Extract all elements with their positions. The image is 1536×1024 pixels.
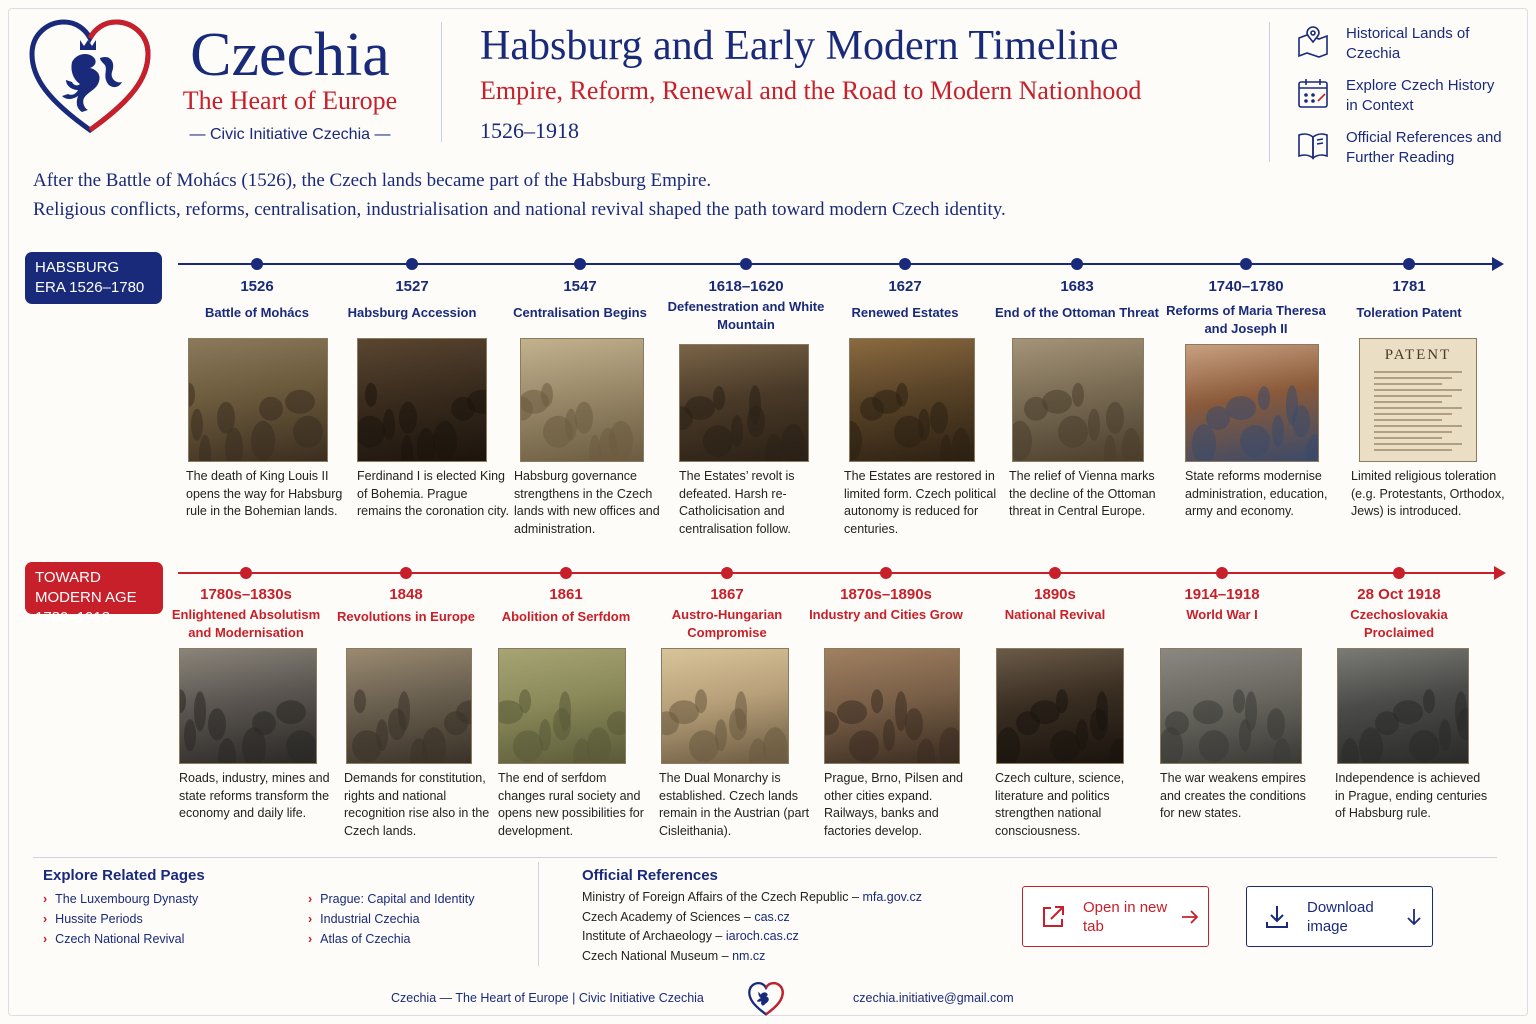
timeline-dot (560, 567, 572, 579)
event-description: Roads, industry, mines and state reforms transform the economy and daily life. (179, 771, 330, 821)
event-header (992, 278, 1162, 298)
event-description: The Estates’ revolt is defeated. Harsh re-Catholicisation and centralisation follow. (679, 469, 795, 536)
chevron-right-icon: › (308, 912, 313, 926)
event-image (1359, 338, 1477, 462)
timeline-axis-top (178, 263, 1494, 265)
event-year: 1527 (395, 278, 429, 295)
event-image (179, 648, 317, 764)
event-description: The death of King Louis II opens the way for Habsburg rule in the Bohemian lands. (186, 469, 343, 519)
event-year: 1914–1918 (1184, 586, 1260, 603)
event-description: The war weakens empires and creates the conditions for new states. (1160, 771, 1306, 821)
reference-item: Ministry of Foreign Affairs of the Czech Republic – mfa.gov.cz (582, 890, 922, 904)
timeline-dot (240, 567, 252, 579)
chevron-right-icon: › (43, 912, 48, 926)
event-image (520, 338, 644, 462)
event-image (679, 344, 809, 462)
event-image (1160, 648, 1302, 764)
map-pin-icon (1296, 24, 1330, 58)
brand-org: — Civic Initiative Czechia — (189, 126, 391, 143)
event-title: World War I (1186, 607, 1258, 622)
related-link[interactable]: › Atlas of Czechia (308, 932, 411, 946)
event-image (1185, 344, 1319, 462)
event-description: Prague, Brno, Pilsen and other cities expand. Railways, banks and factories develop. (824, 771, 963, 838)
event-image (346, 648, 472, 764)
event-header (1314, 586, 1484, 606)
event-image (1337, 648, 1469, 764)
timeline-arrow-top (1492, 257, 1504, 271)
page-subtitle: Empire, Reform, Renewal and the Road to Modern Nationhood (480, 76, 1142, 105)
event-year: 28 Oct 1918 (1357, 586, 1441, 603)
event-header (495, 278, 665, 298)
related-link[interactable]: › The Luxembourg Dynasty (43, 892, 199, 906)
footer-vertical-divider (538, 862, 539, 966)
reference-link[interactable]: mfa.gov.cz (862, 890, 922, 904)
timeline-dot (406, 258, 418, 270)
era-badge-habsburg: HABSBURG ERA 1526–1780 (25, 252, 162, 304)
event-header (481, 586, 651, 606)
event-year: 1861 (549, 586, 583, 603)
timeline-dot (1071, 258, 1083, 270)
footer-brand: Czechia — The Heart of Europe | Civic Initiative Czechia (391, 991, 704, 1005)
related-list-1 (43, 889, 198, 949)
event-image (188, 338, 328, 462)
timeline-dot (400, 567, 412, 579)
intro-text (33, 166, 1233, 224)
page-title: Habsburg and Early Modern Timeline (480, 23, 1119, 69)
event-title: End of the Ottoman Threat (995, 305, 1159, 320)
event-year: 1740–1780 (1208, 278, 1284, 295)
event-image (849, 338, 975, 462)
event-year: 1547 (563, 278, 597, 295)
timeline-dot (721, 567, 733, 579)
event-image (357, 338, 487, 462)
quick-link-label: Official References and Further Reading (1346, 129, 1502, 166)
event-year: 1683 (1060, 278, 1094, 295)
patent-image-text: PATENT (1384, 347, 1452, 363)
event-image (1012, 338, 1144, 462)
download-image-button[interactable] (1246, 886, 1433, 947)
event-description: Demands for constitution, rights and national recognition rise also in the Czech lands. (344, 771, 490, 838)
related-link[interactable]: › Hussite Periods (43, 912, 143, 926)
event-header (327, 278, 497, 298)
event-title: Austro-Hungarian Compromise (671, 607, 783, 640)
event-title: Defenestration and White Mountain (667, 299, 825, 332)
event-year: 1870s–1890s (840, 586, 932, 603)
calendar-icon (1296, 76, 1330, 110)
event-title: Reforms of Maria Theresa and Joseph II (1166, 303, 1326, 336)
reference-link[interactable]: nm.cz (732, 948, 766, 963)
event-title: Habsburg Accession (347, 305, 477, 320)
timeline-dot (251, 258, 263, 270)
footer-divider (33, 857, 1497, 858)
event-description: State reforms modernise administration, education, army and economy. (1185, 469, 1328, 519)
event-year: 1781 (1392, 278, 1426, 295)
timeline-dot (880, 567, 892, 579)
event-description: The relief of Vienna marks the decline of the Ottoman threat in Central Europe. (1009, 469, 1156, 519)
event-header (172, 278, 342, 298)
brand-block (170, 22, 410, 144)
event-header (1137, 586, 1307, 606)
timeline-dot (1049, 567, 1061, 579)
event-description: Independence is achieved in Prague, ending centuries of Habsburg rule. (1335, 771, 1488, 821)
event-title: Centralisation Begins (513, 305, 647, 320)
event-image (661, 648, 789, 764)
event-title: Abolition of Serfdom (501, 609, 631, 624)
quick-link-label: Historical Lands of Czechia (1346, 25, 1470, 62)
open-new-tab-button[interactable] (1022, 886, 1209, 947)
event-title: Enlightened Absolutism and Modernisation (171, 607, 321, 640)
related-link[interactable]: › Czech National Revival (43, 932, 185, 946)
event-header (661, 278, 831, 298)
download-image-label: Download image (1307, 898, 1374, 935)
references-heading: Official References (582, 867, 718, 884)
reference-link[interactable]: cas.cz (754, 909, 790, 924)
event-year: 1848 (389, 586, 423, 603)
event-image (996, 648, 1124, 764)
event-year: 1890s (1034, 586, 1076, 603)
event-title: Industry and Cities Grow (809, 607, 963, 622)
page-years: 1526–1918 (480, 118, 579, 143)
arrow-right-icon (1181, 910, 1199, 924)
event-description: Habsburg governance strengthens in the Czech lands with new offices and administration. (514, 469, 660, 536)
quick-links (1296, 24, 1516, 180)
timeline-dot (1393, 567, 1405, 579)
event-header (321, 586, 491, 606)
related-heading: Explore Related Pages (43, 867, 205, 884)
timeline-dot (1240, 258, 1252, 270)
event-header (642, 586, 812, 606)
event-year: 1867 (710, 586, 744, 603)
footer-heart-logo (748, 982, 784, 1016)
czechia-heart-logo (28, 18, 152, 136)
quick-link-label: Explore Czech History in Context (1346, 77, 1495, 114)
book-icon (1296, 128, 1330, 162)
event-title: Battle of Mohács (204, 305, 309, 320)
download-icon (1263, 903, 1291, 931)
chevron-right-icon: › (308, 932, 313, 946)
footer-email-link[interactable]: czechia.initiative@gmail.com (853, 991, 1014, 1005)
reference-item: Czech Academy of Sciences – cas.cz (582, 909, 790, 924)
chevron-right-icon: › (43, 932, 48, 946)
event-description: The Dual Monarchy is established. Czech lands remain in the Austrian (part Cisleithania). (659, 771, 810, 838)
chevron-right-icon: › (308, 892, 313, 906)
era-badge-modern: TOWARD MODERN AGE 1780–1918 (25, 562, 163, 614)
timeline-dot (899, 258, 911, 270)
reference-item: Czech National Museum – nm.cz (582, 948, 766, 963)
references-list (582, 888, 922, 966)
open-new-tab-label: Open in new tab (1083, 898, 1168, 935)
chevron-right-icon: › (43, 892, 48, 906)
event-year: 1618–1620 (708, 278, 784, 295)
event-header (1324, 278, 1494, 298)
reference-item: Institute of Archaeology – iaroch.cas.cz (582, 929, 799, 943)
timeline-dot (740, 258, 752, 270)
event-title: National Revival (1004, 607, 1106, 622)
timeline-axis-bottom (178, 572, 1496, 574)
event-description: Czech culture, science, literature and politics strengthen national consciousness. (995, 771, 1125, 838)
event-header (801, 586, 971, 606)
quick-link-references[interactable] (1296, 128, 1516, 180)
event-title: Renewed Estates (851, 305, 959, 320)
event-year: 1627 (888, 278, 922, 295)
related-link[interactable]: › Prague: Capital and Identity (308, 892, 475, 906)
event-header (820, 278, 990, 298)
event-image (824, 648, 960, 764)
quicklinks-divider (1269, 22, 1270, 162)
external-link-icon (1039, 903, 1067, 931)
event-description: The Estates are restored in limited form. Czech political autonomy is reduced for centuries. (844, 469, 997, 536)
event-title: Toleration Patent (1356, 305, 1462, 320)
event-year: 1526 (240, 278, 274, 295)
intro-line-1: After the Battle of Mohács (1526), the Czech lands became part of the Habsburg Empire. (33, 170, 712, 191)
event-header (970, 586, 1140, 606)
timeline-dot (574, 258, 586, 270)
timeline-arrow-bottom (1494, 566, 1506, 580)
event-description: The end of serfdom changes rural society and opens new possibilities for development. (498, 771, 644, 838)
brand-tagline: The Heart of Europe (182, 86, 398, 115)
intro-line-2: Religious conflicts, reforms, centralisation, industrialisation and national revival shaped the path toward modern Czech identity. (33, 199, 1006, 220)
event-header (1161, 278, 1331, 298)
event-image (498, 648, 626, 764)
event-title: Revolutions in Europe (337, 609, 475, 624)
reference-link[interactable]: iaroch.cas.cz (725, 929, 799, 943)
event-year: 1780s–1830s (200, 586, 292, 603)
timeline-dot (1403, 258, 1415, 270)
quick-link-explore-history[interactable] (1296, 76, 1516, 128)
timeline-dot (1216, 567, 1228, 579)
header-divider (441, 22, 442, 142)
related-list-2 (308, 889, 474, 949)
brand-name: Czechia (190, 21, 390, 89)
event-header (161, 586, 331, 606)
event-title: Czechoslovakia Proclaimed (1350, 607, 1448, 640)
arrow-down-icon (1407, 908, 1421, 926)
event-description: Limited religious toleration (e.g. Protestants, Orthodox, Jews) is introduced. (1351, 469, 1505, 519)
event-description: Ferdinand I is elected King of Bohemia. Prague remains the coronation city. (357, 469, 509, 519)
quick-link-historical-lands[interactable] (1296, 24, 1516, 76)
related-link[interactable]: › Industrial Czechia (308, 912, 420, 926)
